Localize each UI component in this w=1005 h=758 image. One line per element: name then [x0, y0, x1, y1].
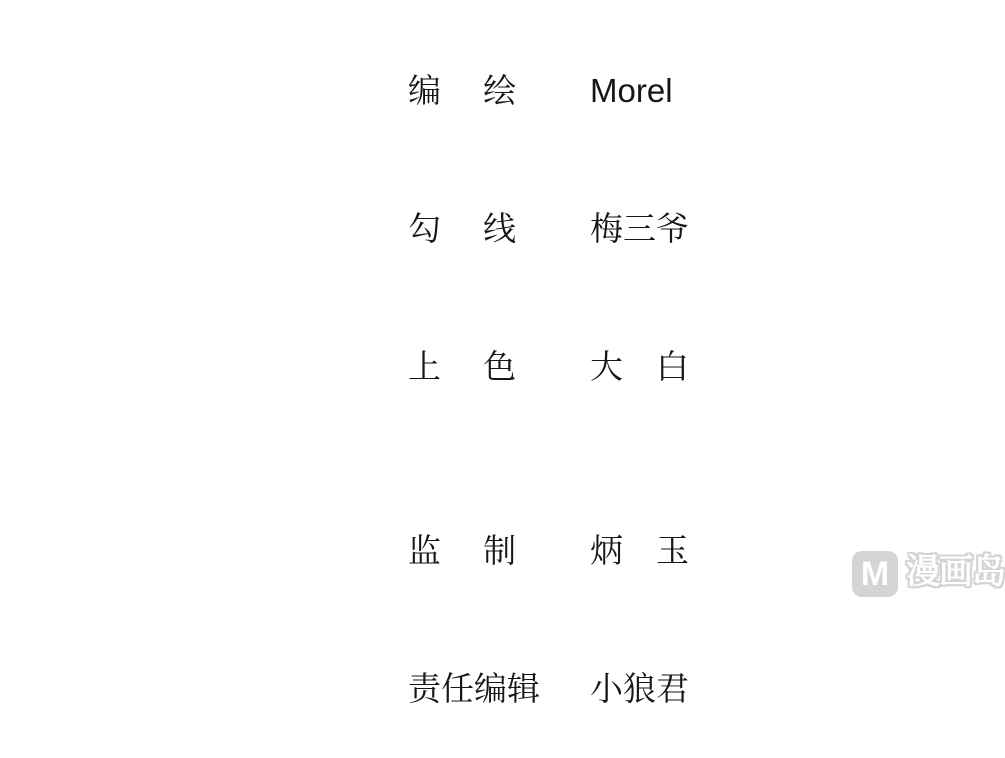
- credit-role-label: 勾 线: [408, 210, 517, 247]
- credit-role-label: 责任编辑: [408, 670, 541, 707]
- credits-block-spacer: [353, 436, 689, 482]
- credit-person-name: 炳 玉: [590, 532, 690, 569]
- credit-person-name: 小狼君: [590, 670, 690, 707]
- logo-m-icon: M: [852, 551, 898, 597]
- logo-brand-text: 漫画岛: [906, 553, 1005, 591]
- credit-row: [353, 620, 689, 758]
- credit-person-name: Morel: [590, 72, 673, 109]
- credit-row: [353, 298, 689, 436]
- credit-role-label: 上 色: [408, 348, 517, 385]
- credit-row: [353, 160, 689, 298]
- credit-role-label: 监 制: [408, 532, 517, 569]
- credits-block: [353, 22, 689, 758]
- credit-person-name: 大 白: [590, 348, 690, 385]
- credit-person-name: 梅三爷: [590, 210, 690, 247]
- manhuadao-watermark: [852, 551, 1005, 597]
- credit-row: [353, 482, 689, 620]
- credit-row: [353, 22, 689, 160]
- credit-role-label: 编 绘: [408, 72, 517, 109]
